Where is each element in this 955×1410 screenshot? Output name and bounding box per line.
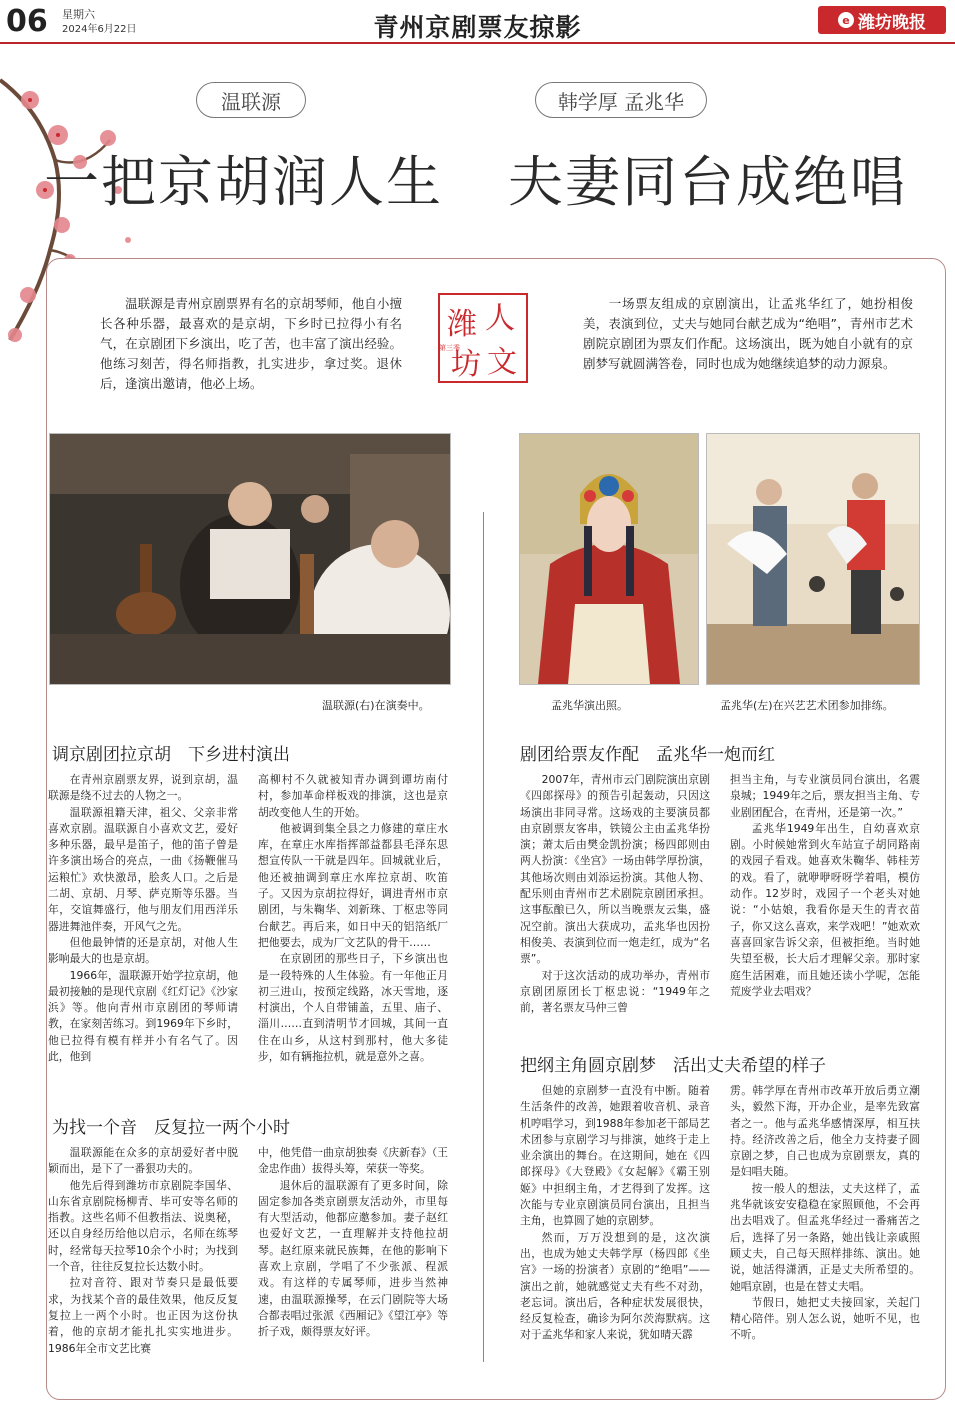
article-right-col-3 xyxy=(520,1083,710,1344)
paragraph: 雳。韩学厚在青州市改革开放后勇立潮头，毅然下海，开办企业，是率先致富者之一。他与孟兆华感情深厚，相互扶持。经济改善之后，他全力支持妻子圆京剧之梦，自己也成为京剧票友，真的是妇唱夫随。 xyxy=(730,1084,920,1179)
logo-mark-icon: e xyxy=(838,12,854,28)
paragraph: 孟兆华1949年出生，自幼喜欢京剧。小时候她常到火车站宣子胡同路南的戏园子看戏。她喜欢朱鞠华、韩桂芳的戏。看了，就咿咿呀呀学着唱，模仿动作。12岁时，戏园子一个老头对她说：“小姑娘，我看你是天生的青衣苗子，你又这么喜欢，来学戏吧！”她欢欢喜喜回家告诉父亲，但被拒绝。当时她失望至极，长大后才理解父亲。那时家庭生活困难，而且她还读小学呢，怎能荒废学业去唱戏？ xyxy=(730,821,920,998)
paragraph: 但他最钟情的还是京胡，对他人生影响最大的也是京胡。 xyxy=(48,935,238,966)
photo-musicians xyxy=(49,433,451,685)
paragraph: 退休后的温联源有了更多时间，除固定参加各类京剧票友活动外，市里每有大型活动，他都应邀参加。妻子赵红也爱好文艺，一直理解并支持他拉胡琴。赵红原来就民族舞，在他的影响下喜欢上京剧，学唱了不少张派、程派戏。有这样的专属琴师，进步当然神速，由温联源操琴，在云门剧院等大场合都表唱过张派《西厢记》《望江亭》等折子戏，颇得票友好评。 xyxy=(258,1178,448,1339)
seal-char-1: 潍 xyxy=(447,307,477,342)
column-seal-icon xyxy=(437,292,529,384)
paragraph: 但她的京剧梦一直没有中断。随着生活条件的改善，她跟着收音机、录音机哼唱学习，到1988年参加老干部局艺术团参与京剧学习与排演，她终于走上业余演出的舞台。在这期间，她在《四郎探母》《大登殿》《女起解》《霸王别姬》中担纲主角，才艺得到了发挥。这次能与专业京剧演员同台演出，且担当主角，也算圆了她的京剧梦。 xyxy=(520,1084,710,1228)
lead-left-text: 温联源是青州京剧票界有名的京胡琴师，他自小擅长各种乐器，最喜欢的是京胡，下乡时已拉得小有名气，在京剧团下乡演出，吃了苦，也丰富了演出经验。他练习刻苦，得名师指教，扎实进步，拿过奖。退休后，逢演出邀请，他必上场。 xyxy=(100,296,402,391)
paragraph: 2007年，青州市云门剧院演出京剧《四郎探母》的预告引起轰动，只因这场演出非同寻常。这场戏的主要演员都由京剧票友客串，铁镜公主由孟兆华扮演；萧太后由樊金凯扮演；杨四郎则由两人扮演：《坐宫》一场由韩学厚扮演，其他场次则由刘添运扮演。其他人物、配乐则由青州市艺术剧院京剧团承担。这事酝酿已久，所以当晚票友云集，盛况空前。演出大获成功，孟兆华也因扮相俊美、表演到位而一炮走红，成为“名票”。 xyxy=(520,773,710,966)
article-left-col-1 xyxy=(48,772,238,1065)
section-title: 青州京剧票友掠影 xyxy=(373,13,582,42)
paragraph: 温联源能在众多的京胡爱好者中脱颖而出，是下了一番狠功夫的。 xyxy=(48,1146,238,1176)
caption-photo-musicians: 温联源(右)在演奏中。 xyxy=(322,699,430,712)
article-right-col-4 xyxy=(730,1083,920,1344)
weekday: 星期六 xyxy=(62,8,95,21)
lead-right-text: 一场票友组成的京剧演出，让孟兆华红了，她扮相俊美，表演到位，丈夫与她同台献艺成为“绝唱”，青州市艺术剧院京剧团为票友们作配。这场演出，既为她自小就有的京剧梦写就圆满答卷，同时也成为她继续追梦的动力源泉。 xyxy=(583,296,913,371)
caption-photo-opera: 孟兆华演出照。 xyxy=(551,699,628,712)
subhead-1: 调京剧团拉京胡 下乡进村演出 xyxy=(52,745,290,765)
article-left-col-4 xyxy=(258,1145,448,1341)
paragraph: 中，他凭借一曲京胡独奏《庆新春》（王金忠作曲）拔得头筹，荣获一等奖。 xyxy=(258,1146,448,1176)
newspaper-logo xyxy=(818,6,946,34)
paragraph: 1966年，温联源开始学拉京胡，他最初接触的是现代京剧《红灯记》《沙家浜》等。他向青州市京剧团的琴师请教，在家刻苦练习。到1969年下乡时，他已拉得有模有样并小有名气了。因此，他到 xyxy=(48,968,238,1064)
paragraph: 在京剧团的那些日子，下乡演出也是一段特殊的人生体验。有一年他正月初三进山，按预定线路，冰天雪地，逐村演出，个人自带铺盖，五里、庙子、淄川……直到清明节才回城，其间一直住在山乡，从这村到那村，他大多徒步，如有辆拖拉机，就是意外之喜。 xyxy=(258,952,448,1064)
headline-left: 一把京胡润人生 xyxy=(44,150,444,214)
paragraph: 在青州京剧票友界，说到京胡，温联源是绕不过去的人物之一。 xyxy=(48,773,238,803)
name-tag-left: 温联源 xyxy=(196,82,306,118)
article-right-col-2 xyxy=(730,772,920,1000)
lead-paragraph-left xyxy=(100,294,402,394)
paragraph: 拉对音符、跟对节奏只是最低要求，为找某个音的最佳效果，他反反复复拉上一两个小时。也正因为这份执着，他的京胡才能扎扎实实地进步。1986年全市文艺比赛 xyxy=(48,1276,238,1355)
paragraph: 对于这次活动的成功举办，青州市京剧团原团长丁枢忠说：“1949年之前，著名票友马仲三曾 xyxy=(520,968,710,1015)
seal-char-4: 文 xyxy=(487,345,517,380)
subhead-4: 把纲主角圆京剧梦 活出丈夫希望的样子 xyxy=(520,1056,826,1076)
seal-char-3: 坊 xyxy=(451,347,481,382)
paragraph: 他被调到集全县之力修建的章庄水库，在章庄水库指挥部益都县毛泽东思想宣传队一干就是四年。回城就业后，他还被抽调到章庄水库拉京胡、吹笛子。又因为京胡拉得好，调进青州市京剧团，与朱鞠华、刘新珠、丁枢忠等同台献艺。再后来，如日中天的铝箔纸厂把他要去，成为厂文艺队的骨干…… xyxy=(258,821,448,949)
article-left-col-2 xyxy=(258,772,448,1065)
paragraph: 高柳村不久就被知青办调到谭坊南付村，参加革命样板戏的排演，这也是京胡改变他人生的开始。 xyxy=(258,773,448,819)
seal-small: 第三季 xyxy=(439,344,460,352)
subhead-2: 为找一个音 反复拉一两个小时 xyxy=(52,1118,290,1138)
lead-paragraph-right xyxy=(583,294,913,374)
issue-date: 2024年6月22日 xyxy=(62,24,137,35)
headline-right: 夫妻同台成绝唱 xyxy=(508,150,908,214)
page-number: 06 xyxy=(6,4,48,39)
paragraph: 然而，万万没想到的是，这次演出，也成为她丈夫韩学厚（杨四郎《坐宫》一场的扮演者）京剧的“绝唱”——演出之前，她就感觉丈夫有些不对劲，老忘词。演出后，各种症状发展很快，经反复检查，确诊为阿尔茨海默病。这对于孟兆华和家人来说，犹如晴天霹 xyxy=(520,1230,710,1342)
article-left-col-3 xyxy=(48,1145,238,1357)
header-rule xyxy=(0,42,955,44)
paragraph: 担当主角，与专业演员同台演出，名震泉城；1949年之后，票友担当主角、专业剧团配合，在青州，还是第一次。” xyxy=(730,773,920,819)
name-tag-right: 韩学厚 孟兆华 xyxy=(535,82,707,118)
paragraph: 节假日，她把丈夫接回家，关起门精心陪伴。别人怎么说，她听不见，也不听。 xyxy=(730,1295,920,1342)
caption-photo-rehearsal: 孟兆华(左)在兴艺艺术团参加排练。 xyxy=(720,699,894,712)
seal-char-2: 人 xyxy=(485,301,515,336)
paragraph: 温联源祖籍天津，祖父、父亲非常喜欢京剧。温联源自小喜欢文艺，爱好多种乐器，最早是笛子，他的笛子曾是许多演出场合的亮点，一曲《扬鞭催马运粮忙》欢快激昂，脍炙人口。之后是二胡、京胡、月琴、萨克斯等乐器。当年，交谊舞盛行，他与朋友们用西洋乐器进舞池伴奏，开风气之先。 xyxy=(48,805,238,933)
photo-rehearsal xyxy=(706,433,920,685)
column-divider xyxy=(483,512,484,1362)
paragraph: 他先后得到潍坊市京剧院李国华、山东省京剧院杨柳青、毕可安等名师的指教。这些名师不但教指法、说奥秘，还以自身经历给他以启示，名师在练琴时，经常每天拉琴10余个小时；为找到一个音，往往反复拉长达数小时。 xyxy=(48,1178,238,1274)
article-right-col-1 xyxy=(520,772,710,1016)
paragraph: 按一般人的想法，丈夫这样了，孟兆华就该安安稳稳在家照顾他，不会再出去唱戏了。但孟兆华经过一番痛苦之后，选择了另一条路，她出钱让亲戚照顾丈夫，自己每天照样排练、演出。她说，她活得潇洒，正是丈夫所希望的。她唱京剧，也是在替丈夫唱。 xyxy=(730,1181,920,1293)
photo-opera-costume xyxy=(519,433,699,685)
logo-text: 潍坊晚报 xyxy=(858,12,926,33)
subhead-3: 剧团给票友作配 孟兆华一炮而红 xyxy=(520,745,775,765)
